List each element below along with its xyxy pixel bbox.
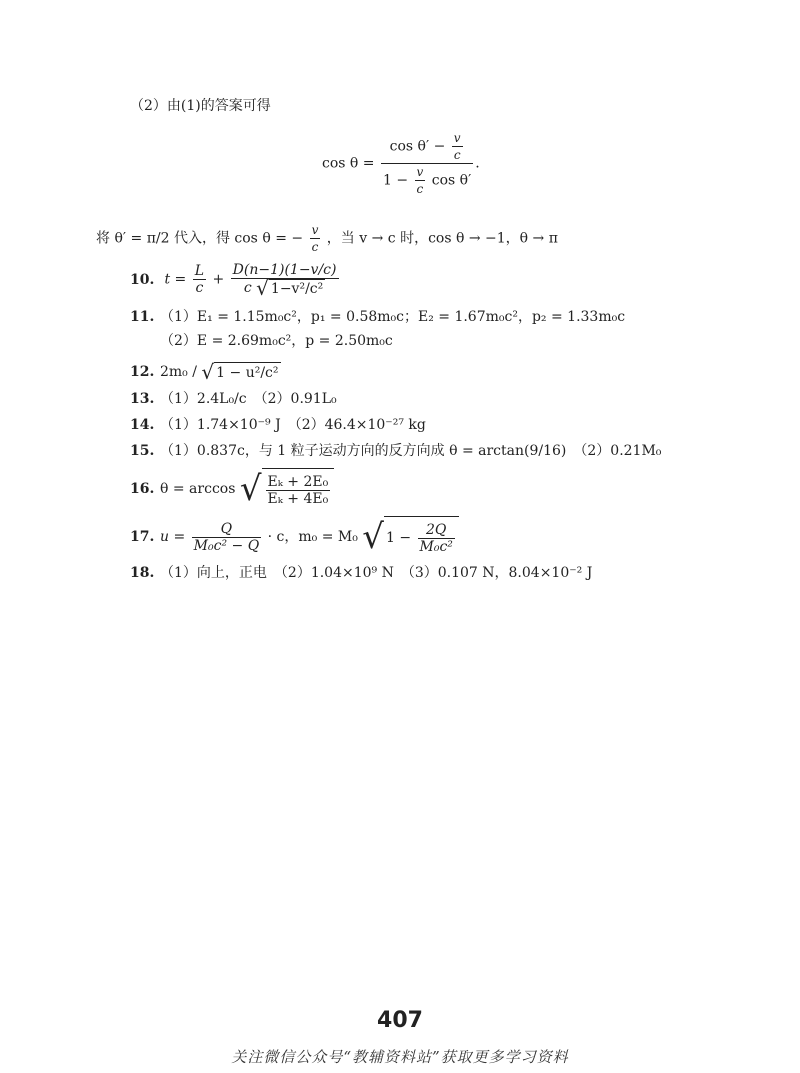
answer-11-part2: （2）E = 2.69m₀c²，p = 2.50m₀c	[160, 333, 393, 349]
cos-theta-formula: cos θ = cos θ′ − $\frac{v}{c}$ 1 − $\frac{v}{c}$ cos θ′ .	[322, 131, 480, 196]
answer-17: 17. u = $\frac{Q}{\text{M₀c² − Q}}$ · c，m₀ = M₀ √ 1 − $\frac{2Q}{\text{M₀c²}}$	[130, 516, 459, 558]
answer-14: 14. （1）1.74×10⁻⁹ J （2）46.4×10⁻²⁷ kg	[130, 417, 426, 433]
answer-16: 16. θ = arccos √ $\frac{\text{Eₖ + 2E₀}}{\text{Eₖ + 4E₀}}$	[130, 468, 334, 510]
answer-10: 10. t = $\frac{L}{c}$ + $\frac{D(n-1)(1-v/c)}{\text{c √ 1−v²/c²}}$	[130, 262, 337, 300]
answer-18: 18. （1）向上，正电 （2）1.04×10⁹ N （3）0.107 N，8.04×10⁻² J	[130, 565, 593, 581]
page-number: 407	[377, 1008, 423, 1033]
answer-15: 15. （1）0.837c，与 1 粒子运动方向的反方向成 θ = arctan(9/16) （2）0.21M₀	[130, 443, 662, 459]
footer-watermark-text: 关注微信公众号“教辅资料站”获取更多学习资料	[231, 1048, 569, 1066]
answer-16-fraction: $\frac{\text{Eₖ + 2E₀}}{\text{Eₖ + 4E₀}}$	[267, 473, 329, 507]
answer-12: 12. 2m₀ / √ 1 − u²/c²	[130, 360, 279, 384]
answer-17-fraction: $\frac{Q}{\text{M₀c² − Q}}$	[193, 520, 260, 554]
substitution-line: 将 θ′ = π/2 代入，得 cos θ = − $\frac{v}{c}$ ，当 v → c 时，cos θ → −1，θ → π	[96, 223, 558, 254]
v-over-c: $\frac{v}{c}$	[311, 223, 319, 254]
formula-lhs: cos θ =	[322, 155, 375, 172]
v-over-c: $\frac{v}{c}$	[416, 165, 424, 196]
answer-17-inner-fraction: $\frac{2Q}{\text{M₀c²}}$	[419, 521, 453, 555]
L-over-c: $\frac{L}{c}$	[194, 263, 205, 296]
v-over-c: $\frac{v}{c}$	[453, 131, 461, 162]
answer-13: 13. （1）2.4L₀/c （2）0.91L₀	[130, 391, 337, 407]
part2-text: 由(1)的答案可得	[166, 98, 271, 114]
big-fraction-denominator: 1 − $\frac{v}{c}$ cos θ′	[382, 165, 472, 196]
big-fraction-numerator: cos θ′ − $\frac{v}{c}$	[389, 131, 461, 162]
part2-intro	[130, 97, 271, 115]
answer-11: 11. （1）E₁ = 1.15m₀c²，p₁ = 0.58m₀c；E₂ = 1.67m₀c²，p₂ = 1.33m₀c	[130, 309, 626, 325]
big-fraction	[381, 130, 473, 197]
answer-10-fraction: $\frac{D(n-1)(1-v/c)}{\text{c √ 1−v²/c²}}$	[232, 262, 337, 300]
part2-label: （2）	[130, 98, 167, 114]
